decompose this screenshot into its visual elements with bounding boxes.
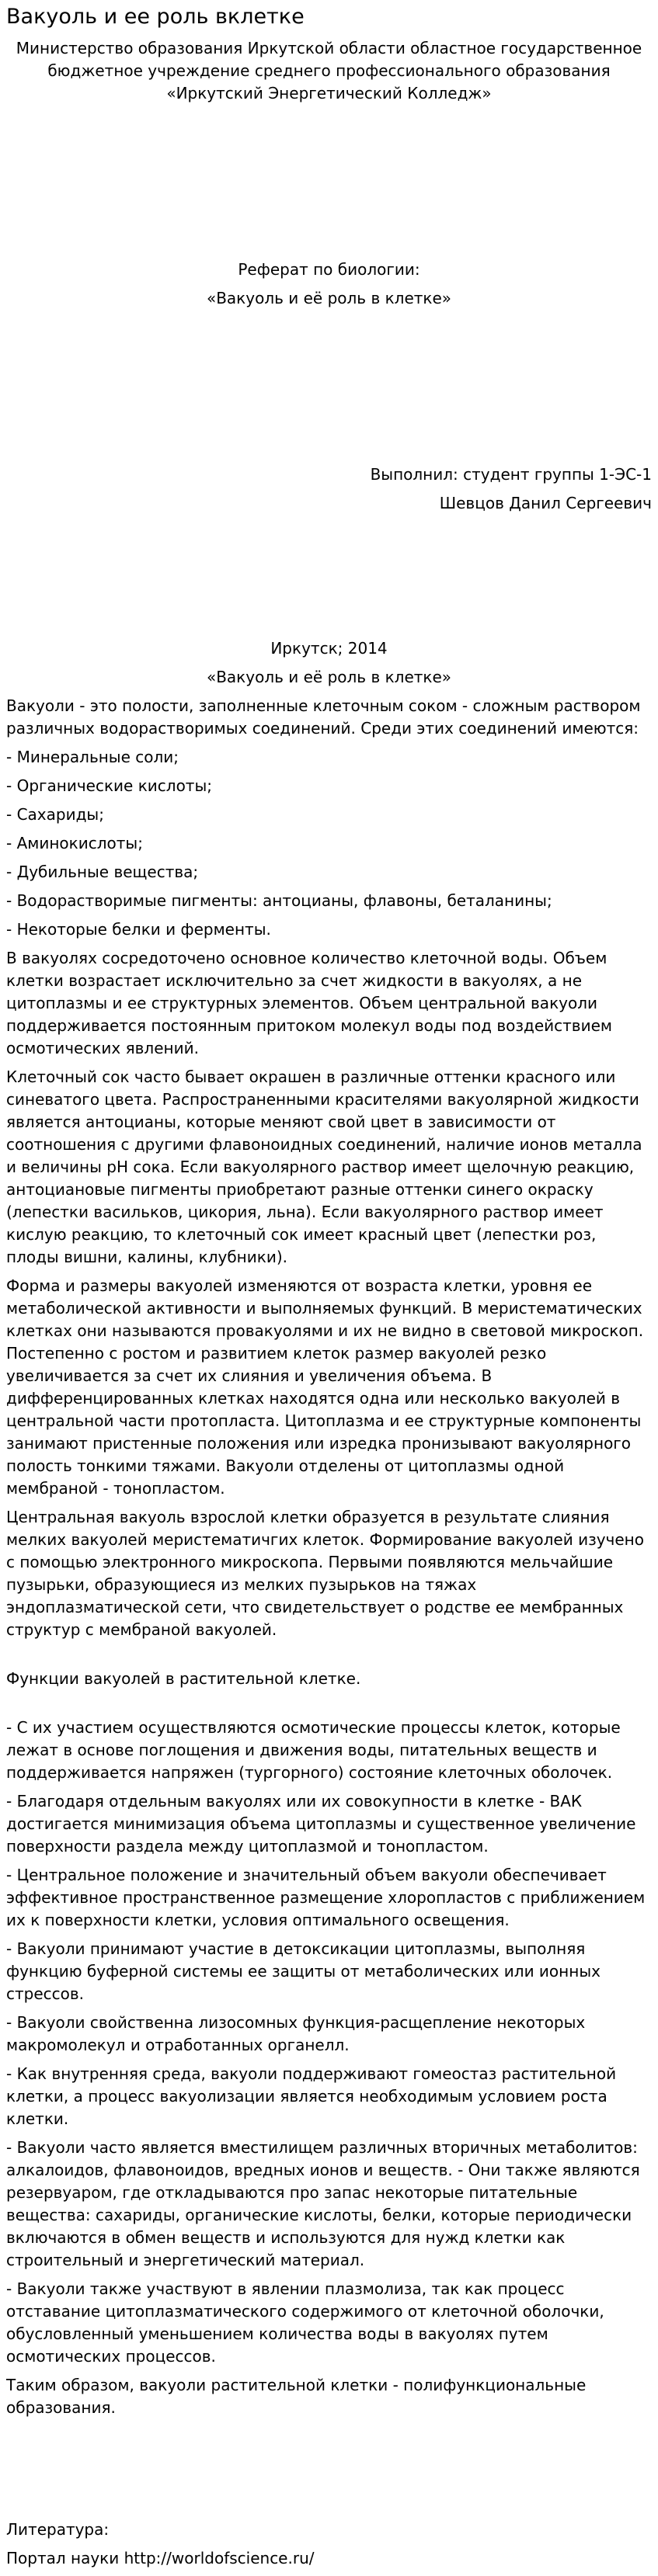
city-year: Иркутск; 2014: [270, 639, 388, 658]
list-item: - Как внутренняя среда, вакуоли поддерживают гомеостаз растительной клетки, а процесс вакуолизации является необходимым условием роста клетки.: [6, 2064, 617, 2128]
list-item: - Минеральные соли;: [6, 748, 179, 766]
institution-header: [6, 37, 652, 105]
list-item: - Сахариды;: [6, 805, 104, 824]
functions-heading: Функции вакуолей в растительной клетке.: [6, 1669, 361, 1688]
compounds-list: [6, 746, 652, 941]
spacer: [6, 1696, 652, 1717]
list-item: - С их участием осуществляются осмотические процессы клеток, которые лежат в основе поглощения и движения воды, питательных веществ и поддерживается напряжен (тургорного) состояние клеточных оболочек.: [6, 1718, 621, 1782]
body-paragraph: Форма и размеры вакуолей изменяются от возраста клетки, уровня ее метаболической активности и выполняемых функций. В меристематических клетках они называются провакуолями и их не видно в световой микроскоп. Постепенно с ростом и развитием клеток размер вакуолей резко увеличивается за счет их слияния и увеличения объема. В дифференцированных клетках находятся одна или несколько вакуолей в центральной части протопласта. Цитоплазма и ее структурные компоненты занимают пристенные положения или изредка пронизывают вакуолярного полость тонкими тяжами. Вакуоли отделены от цитоплазмы одной мембраной - тонопластом.: [6, 1276, 644, 1498]
body-paragraph: Клеточный сок часто бывает окрашен в различные оттенки красного или синеватого цвета. Распространенными красителями вакуолярной жидкости является антоцианы, которые меняют свой цвет в зависимости от соотношения с другими флавоноидных соединений, наличие ионов металла и величины pH сока. Если вакуолярного раствор имеет щелочную реакцию, антоциановые пигменты приобретают разные оттенки синего окраску (лепестки васильков, цикория, льна). Если вакуолярного раствор имеет кислую реакцию, то клеточный сок имеет красный цвет (лепестки роз, плоды вишни, калины, клубники).: [6, 1068, 642, 1266]
list-item: - Центральное положение и значительный объем вакуоли обеспечивает эффективное пространственное размещение хлоропластов с приближением их к поверхности клетки, условия оптимального освещения.: [6, 1866, 646, 1929]
author-name: Шевцов Данил Сергеевич: [439, 494, 652, 512]
spacer: [6, 1647, 652, 1668]
body-paragraph: Центральная вакуоль взрослой клетки образуется в результате слияния мелких вакуолей меристематичгих клеток. Формирование вакуолей изучено с помощью электронного микроскопа. Первыми появляются мельчайшие пузырьки, образующиеся из мелких пузырьков на тяжах эндоплазматической сети, что свидетельствует о родстве ее мембранных структур с мембраной вакуолей.: [6, 1508, 644, 1639]
topic-repeat: «Вакуоль и её роль в клетке»: [206, 668, 452, 686]
list-item: - Вакуоли свойственна лизосомных функция-расщепление некоторых макромолекул и отработанных органелл.: [6, 2013, 586, 2054]
functions-list: [6, 1717, 652, 2368]
list-item: - Дубильные вещества;: [6, 863, 199, 881]
list-item: - Вакуоли часто является вместилищем различных вторичных метаболитов: алкалоидов, флавоноидов, вредных ионов и веществ. - Они также являются резервуаром, где откладываются про запас некоторые питательные вещества: сахариды, органические кислоты, белки, которые периодически включаются в обмен веществ и используются для нужд клетки как строительный и энергетический материал.: [6, 2138, 640, 2269]
report-type: Реферат по биологии:: [238, 260, 420, 279]
literature-heading: Литература:: [6, 2520, 110, 2539]
spacer: [6, 111, 652, 259]
body-paragraph: В вакуолях сосредоточено основное количество клеточной воды. Объем клетки возрастает исключительно за счет жидкости в вакуолях, а не цитоплазмы и ее структурных элементов. Объем центральной вакуоли поддерживается постоянным притоком молекул воды под воздействием осмотических явлений.: [6, 949, 612, 1057]
spacer: [6, 521, 652, 637]
list-item: - Вакуоли принимают участие в детоксикации цитоплазмы, выполняя функцию буферной системы ее защиты от метаболических или ионных стрессов.: [6, 1939, 601, 2003]
author-group: Выполнил: студент группы 1-ЭС-1: [370, 465, 652, 484]
institution-name: Министерство образования Иркутской области областное государственное бюджетное учреждение среднего профессионального образования «Иркутский Энергетический Колледж»: [16, 39, 642, 102]
conclusion-paragraph: Таким образом, вакуоли растительной клетки - полифункциональные образования.: [6, 2376, 587, 2417]
list-item: - Аминокислоты;: [6, 834, 143, 852]
spacer: [6, 2425, 652, 2519]
intro-paragraph: Вакуоли - это полости, заполненные клеточным соком - сложным раствором различных водорастворимых соединений. Среди этих соединений имеются:: [6, 696, 641, 738]
list-item: - Благодаря отдельным вакуолях или их совокупности в клетке - ВАК достигается минимизация объема цитоплазмы и существенное увеличение поверхности раздела между цитоплазмой и тонопластом.: [6, 1792, 636, 1856]
document-title: Вакуоль и ее роль вклетке: [6, 5, 305, 29]
report-topic: «Вакуоль и её роль в клетке»: [206, 289, 452, 307]
literature-item: Портал науки http://worldofscience.ru/: [6, 2549, 315, 2567]
list-item: - Вакуоли также участвуют в явлении плазмолиза, так как процесс отставание цитоплазматического содержимого от клеточной оболочки, обусловленный уменьшением количества воды в вакуолях путем осмотических процессов.: [6, 2279, 604, 2366]
spacer: [6, 316, 652, 463]
list-item: - Органические кислоты;: [6, 776, 212, 795]
list-item: - Некоторые белки и ферменты.: [6, 920, 271, 939]
list-item: - Водорастворимые пигменты: антоцианы, флавоны, беталанины;: [6, 891, 552, 910]
